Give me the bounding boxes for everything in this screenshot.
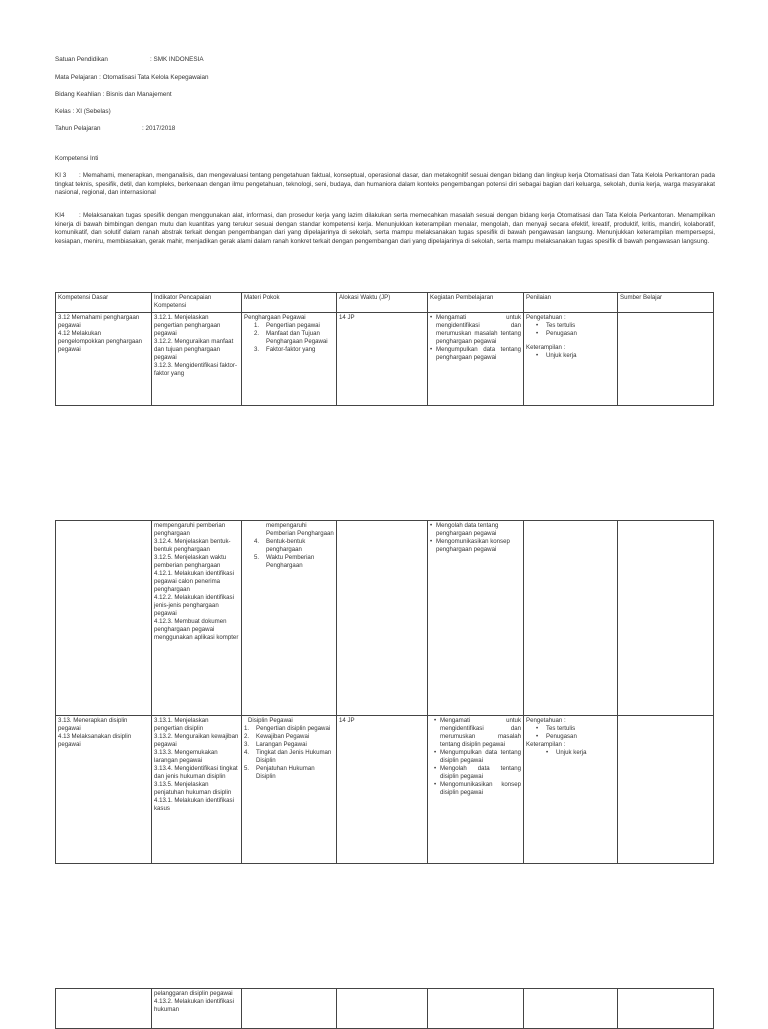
table-row	[56, 521, 714, 716]
sumber-cell	[618, 716, 714, 864]
meta-mata-pelajaran	[55, 74, 209, 83]
alokasi-cell: 14 JP	[337, 313, 428, 406]
meta-kelas	[55, 108, 111, 117]
indikator-cell	[152, 313, 242, 406]
materi-cell	[242, 716, 337, 864]
table-header-row	[56, 293, 714, 313]
list-item: • Unjuk kerja	[536, 749, 615, 757]
indikator-item: 4.12.2. Melakukan identifikasi jenis-jenis penghargaan pegawai	[154, 594, 234, 618]
kd-cell	[56, 716, 152, 864]
indikator-item: 3.13.4. Mengidentifikasi tingkat dan jenis hukuman disiplin	[154, 765, 238, 781]
indikator-item: 3.13.2. Menguraikan kewajiban pegawai	[154, 733, 239, 749]
table-row	[56, 716, 714, 864]
indikator-item: 3.12.4. Menjelaskan bentuk-bentuk penghargaan	[154, 538, 231, 554]
kd-item: 4.12 Melakukan pengelompokkan penghargaan pegawai	[58, 330, 143, 354]
meta-value: : SMK INDONESIA	[150, 56, 204, 63]
kd-cell	[56, 521, 152, 716]
penilaian-cell	[524, 521, 618, 716]
header-sumber-belajar: Sumber Belajar	[618, 293, 714, 313]
indikator-item: 3.12.5. Menjelaskan waktu pemberian penghargaan	[154, 554, 227, 570]
sumber-cell	[618, 989, 714, 1029]
materi-cell	[242, 989, 337, 1029]
indikator-item: 3.13.5. Menjelaskan penjatuhan hukuman disiplin	[154, 781, 232, 797]
penilaian-cell	[524, 989, 618, 1029]
keterampilan-label: Keterampilan :	[526, 741, 566, 749]
indikator-cell	[152, 716, 242, 864]
kd-cell	[56, 313, 152, 406]
meta-bidang-keahlian	[55, 91, 172, 100]
indikator-item: 3.12.1. Menjelaskan pengertian penghargaan pegawai	[154, 314, 221, 338]
penilaian-cell	[524, 313, 618, 406]
kegiatan-cell	[428, 521, 524, 716]
list-item: 2. Kewajiban Pegawai	[244, 733, 310, 741]
indikator-item: 4.13.2. Melakukan identifikasi hukuman	[154, 998, 234, 1014]
kd-item: 3.12 Memahami penghargaan pegawai	[58, 314, 140, 330]
materi-title: Penghargaan Pegawai	[244, 314, 306, 321]
sumber-cell	[618, 313, 714, 406]
materi-continued: mempengaruhi Pemberian Penghargaan	[266, 522, 334, 538]
rpp-table-part-1	[55, 292, 714, 406]
meta-label: Mata Pelajaran	[55, 74, 98, 81]
header-alokasi-waktu: Alokasi Waktu (JP)	[337, 293, 428, 313]
list-item: • Penugasan	[526, 330, 615, 338]
indikator-item: 4.12.3. Membuat dokumen penghargaan pegawai menggunakan aplikasi kompter	[154, 618, 239, 642]
alokasi-cell	[337, 989, 428, 1029]
list-item: • Penugasan	[526, 733, 615, 741]
kegiatan-cell	[428, 989, 524, 1029]
ki4-label: KI4	[55, 212, 65, 219]
list-item: 5. Waktu Pemberian Penghargaan	[254, 554, 315, 570]
meta-value: : XI (Sebelas)	[72, 108, 111, 115]
indikator-item: mempengaruhi pemberian penghargaan	[154, 522, 226, 538]
header-indikator: Indikator Pencapaian Kompetensi	[152, 293, 242, 313]
list-item: 2. Manfaat dan Tujuan Penghargaan Pegawai	[254, 330, 328, 346]
meta-label: Satuan Pendidikan	[55, 56, 108, 63]
materi-cell	[242, 521, 337, 716]
indikator-item: 3.12.3. Mengidentifikasi faktor-faktor yang	[154, 362, 237, 378]
list-item: • Mengamati untuk mengidentifikasi dan merumuskan masalah tentang penghargaan pegawai	[430, 314, 521, 346]
table-row	[56, 989, 714, 1029]
meta-label: Bidang Keahlian	[55, 91, 101, 98]
meta-label: Tahun Pelajaran	[55, 125, 101, 132]
indikator-item: 3.12.2. Menguraikan manfaat dan tujuan penghargaan pegawai	[154, 338, 234, 362]
sumber-cell	[618, 521, 714, 716]
ki3-label: KI 3	[55, 172, 67, 179]
list-item: • Unjuk kerja	[526, 352, 615, 360]
list-item: • Tes tertulis	[526, 725, 615, 733]
meta-value: : Bisnis dan Manajement	[102, 91, 172, 98]
list-item: • Mengomunikasikan konsep disiplin pegawai	[434, 781, 521, 797]
rpp-table-part-2	[55, 520, 714, 864]
alokasi-cell	[337, 521, 428, 716]
kd-item: 4.13 Melaksanakan disiplin pegawai	[58, 733, 132, 749]
list-item: • Mengumpulkan data tentang penghargaan pegawai	[430, 346, 521, 362]
list-item: • Mengolah data tentang penghargaan pegawai	[430, 522, 521, 538]
list-item: • Mengumpulkan data tentang disiplin pegawai	[434, 749, 521, 765]
table-row	[56, 313, 714, 406]
indikator-cell	[152, 989, 242, 1029]
meta-label: Kelas	[55, 108, 71, 115]
header-penilaian: Penilaian	[524, 293, 618, 313]
kegiatan-cell	[428, 313, 524, 406]
meta-value: : 2017/2018	[142, 125, 176, 132]
kd-item: 3.13. Menerapkan disiplin pegawai	[58, 717, 128, 733]
header-kompetensi-dasar: Kompetensi Dasar	[56, 293, 152, 313]
header-materi-pokok: Materi Pokok	[242, 293, 337, 313]
ki3-paragraph	[55, 172, 715, 198]
header-kegiatan: Kegiatan Pembelajaran	[428, 293, 524, 313]
ki4-text: : Melaksanakan tugas spesifik dengan menggunakan alat, informasi, dan prosedur kerja yang lazim dilakukan serta memecahkan masalah sesuai dengan bidang kerja Otomatisasi dan Tata Kelola Perkantoran. Menampilkan kinerja di bawah bimbingan dengan mutu dan kuantitas yang terukur sesuai dengan standar kompetensi kerja. Menunjukkan keterampilan menalar, mengolah, dan menyaji secara efektif, kreatif, produktif, kritis, mandiri, kolaboratif, komunikatif, dan solutif dalam ranah abstrak terkait dengan pengembangan dari yang dipelajarinya di sekolah, serta mampu melaksanakan tugas spesifik di bawah pengawasan langsung. Menunjukkan keterampilan mempersepsi, kesiapan, meniru, membiasakan, gerak mahir, menjadikan gerak alami dalam ranah konkret terkait dengan pengembangan dari yang dipelajarinya di sekolah, serta mampu melaksanakan tugas spesifik di bawah pengawasan langsung.	[55, 212, 715, 245]
pengetahuan-label: Pengetahuan :	[526, 717, 566, 724]
list-item: 3. Faktor-faktor yang	[254, 346, 316, 354]
list-item: • Mengolah data tentang disiplin pegawai	[434, 765, 521, 781]
ki4-paragraph	[55, 212, 715, 246]
meta-satuan-pendidikan	[55, 56, 204, 65]
list-item: • Mengamati untuk mengidentifikasi dan merumuskan masalah tentang disiplin pegawai	[434, 717, 521, 749]
indikator-item: 4.13.1. Melakukan identifikasi kasus	[154, 797, 234, 813]
list-item: 1. Pengertian pegawai	[254, 322, 320, 330]
materi-cell	[242, 313, 337, 406]
kd-cell	[56, 989, 152, 1029]
kompetensi-inti-title: Kompetensi Inti	[55, 155, 99, 162]
list-item: • Mengomunikasikan konsep penghargaan pegawai	[430, 538, 521, 554]
rpp-table-part-3	[55, 988, 714, 1029]
list-item: 1. Pengertian disiplin pegawai	[244, 725, 331, 733]
indikator-item: pelanggaran disiplin pegawai	[154, 990, 233, 997]
indikator-item: 4.12.1. Melakukan identifikasi pegawai calon penerima penghargaan	[154, 570, 234, 594]
list-item: 4. Bentuk-bentuk penghargaan	[254, 538, 306, 554]
pengetahuan-label: Pengetahuan :	[526, 314, 566, 321]
indikator-item: 3.13.1. Menjelaskan pengertian disiplin	[154, 717, 209, 733]
list-item: 4. Tingkat dan Jenis Hukuman Disiplin	[244, 749, 332, 765]
meta-value: : Otomatisasi Tata Kelola Kepegawaian	[99, 74, 209, 81]
alokasi-cell: 14 JP	[337, 716, 428, 864]
indikator-cell	[152, 521, 242, 716]
kegiatan-cell	[428, 716, 524, 864]
ki3-text: : Memahami, menerapkan, menganalisis, dan mengevaluasi tentang pengetahuan faktual, konseptual, operasional dasar, dan metakognitif sesuai dengan bidang dan lingkup kerja Otomatisasi dan Tata Kelola Perkantoran pada tingkat teknis, spesifik, detil, dan kompleks, berkenaan dengan ilmu pengetahuan, teknologi, seni, budaya, dan humaniora dalam konteks pengembangan potensi diri sebagai bagian dari keluarga, sekolah, dunia kerja, warga masyarakat nasional, regional, dan internasional	[55, 172, 715, 196]
materi-title: Disiplin Pegawai	[248, 717, 293, 724]
list-item: 3. Larangan Pegawai	[244, 741, 307, 749]
list-item: 5. Penjatuhan Hukuman Disiplin	[244, 765, 315, 781]
meta-tahun-pelajaran	[55, 125, 175, 134]
penilaian-cell	[524, 716, 618, 864]
list-item: • Tes tertulis	[526, 322, 615, 330]
indikator-item: 3.13.3. Mengemukakan larangan pegawai	[154, 749, 218, 765]
keterampilan-label: Keterampilan :	[526, 344, 566, 352]
